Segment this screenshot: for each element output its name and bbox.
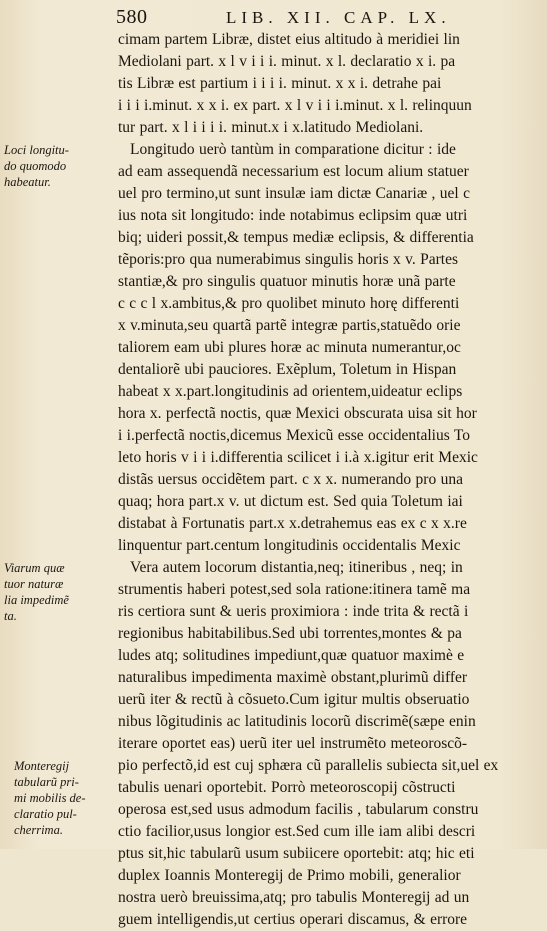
body-line: Longitudo uerò tantùm in comparatione dicitur : ide [130, 141, 456, 158]
margin-note-line: habeatur. [4, 175, 51, 189]
body-line: nostra uerò breuissima,atq; pro tabulis Monteregij ad un [118, 889, 470, 906]
margin-note-longitude [4, 142, 134, 190]
body-line: dentaliorẽ ubi pauciores. Exẽplum, Toletum in Hispan [118, 361, 457, 378]
body-line: Mediolani part. x l v i i i. minut. x l. declaratio x i. pa [118, 53, 456, 70]
body-line: ctio facilior,usus longior est.Sed cum ille iam alibi descri [118, 823, 476, 840]
body-line: x v.minuta,seu quartã partẽ integræ partis,statuẽdo orie [118, 317, 461, 334]
body-line: distãs uersus occidẽtem part. c x x. numerando pro una [118, 471, 463, 488]
body-line: tabulis uenari oportebit. Porrò meteoroscopij cõstructi [118, 779, 456, 796]
margin-note-line: lia impedimẽ [4, 593, 69, 607]
body-line: operosa est,sed usus admodum facilis , tabularum constru [118, 801, 479, 818]
page-number: 580 [116, 6, 148, 28]
margin-note-line: do quomodo [4, 159, 67, 173]
body-line: guem intelligendis,ut certius operari discamus, & errore [118, 911, 468, 928]
running-head: LIB. XII. CAP. LX. [226, 8, 451, 27]
body-line: habeat x x.part.longitudinis ad orientem,uideatur eclips [118, 383, 463, 400]
body-line: tis Libræ est partium i i i i. minut. x x i. detrahe pai [118, 75, 442, 92]
body-line: ptus sit,hic tabularũ usum subiicere oportebit: atq; hic eti [118, 845, 475, 862]
body-line: leto horis v i i i.differentia scilicet i i.à x.igitur erit Mexic [118, 449, 478, 466]
body-line: uel pro termino,ut sunt insulæ iam dictæ Canariæ , uel c [118, 185, 470, 202]
body-line: tur part. x l i i i i. minut.x i x.latitudo Mediolani. [118, 119, 424, 136]
body-line: i i.perfectã noctis,dicemus Mexicũ esse occidentalius To [118, 427, 470, 444]
body-line: strumentis haberi potest,sed sola ratione:itinera tamẽ ma [118, 581, 471, 598]
body-line: cimam partem Libræ, distet eius altitudo à meridiei lin [118, 31, 460, 48]
margin-note-line: claratio pul- [14, 807, 77, 821]
body-line: hora x. perfectã noctis, quæ Mexici obscurata uisa sit hor [118, 405, 477, 422]
body-line: distabat à Fortunatis part.x x.detrahemus eas ex c x x.re [118, 515, 467, 532]
body-line: stantiæ,& pro singulis quatuor minutis horæ unã parte [118, 273, 456, 290]
body-line: pio perfectõ,id est cuj sphæra cũ parallelis subiecta sit,uel ex [118, 757, 499, 774]
body-line: i i i i.minut. x x i. ex part. x l v i i i.minut. x l. relinquun [118, 97, 472, 114]
margin-note-line: tuor naturæ [4, 577, 64, 591]
margin-note-line: cherrima. [14, 823, 63, 837]
body-line: Vera autem locorum distantia,neq; itineribus , neq; in [130, 559, 463, 576]
body-line: duplex Ioannis Monteregij de Primo mobili, generalior [118, 867, 461, 884]
margin-note-line: Viarum quæ [4, 561, 65, 575]
body-line: ius nota sit longitudo: inde notabimus eclipsim quæ utri [118, 207, 468, 224]
body-line: naturalibus impedimenta maximè obstant,plurimũ differ [118, 669, 468, 686]
body-line: uerũ iter & rectũ à cõsueto.Cum igitur multis obseruatio [118, 691, 470, 708]
body-line: ad eam assequendã necessarium est locum alium statuer [118, 163, 469, 180]
margin-note-line: tabularũ pri- [14, 775, 79, 789]
margin-note-line: Loci longitu- [4, 143, 69, 157]
body-line: iterare oportet eas) uerũ iter uel instrumẽto meteoroscõ- [118, 735, 468, 752]
body-line: ludes atq; solitudines impediunt,quæ quatuor maximè e [118, 647, 465, 664]
body-line: tẽporis:pro qua numerabimus singulis horis x v. Partes [118, 251, 459, 268]
body-line: biq; uideri possit,& tempus mediæ eclipsis, & differentia [118, 229, 474, 246]
body-line: linquentur part.centum longitudinis occidentalis Mexic [118, 537, 461, 554]
margin-note-line: ta. [4, 609, 17, 623]
body-line: regionibus habitabilibus.Sed ubi torrentes,montes & pa [118, 625, 462, 642]
margin-note-monteregio-tables [14, 758, 144, 838]
body-line: c c c l x.ambitus,& pro quolibet minuto horę differenti [118, 295, 460, 312]
margin-note-road-impediments [4, 560, 134, 624]
body-line: taliorem eam ubi plures horæ ac minuta numerantur,oc [118, 339, 461, 356]
margin-note-line: Monteregij [14, 759, 70, 773]
body-line: ris certiora sunt & ueris proximiora : inde trita & rectã i [118, 603, 469, 620]
body-line: quaq; hora part.x v. ut dictum est. Sed quia Toletum iai [118, 493, 463, 510]
body-line: nibus lõgitudinis ac latitudinis locorũ discrimẽ(sæpe enin [118, 713, 476, 730]
margin-note-line: mi mobilis de- [14, 791, 86, 805]
